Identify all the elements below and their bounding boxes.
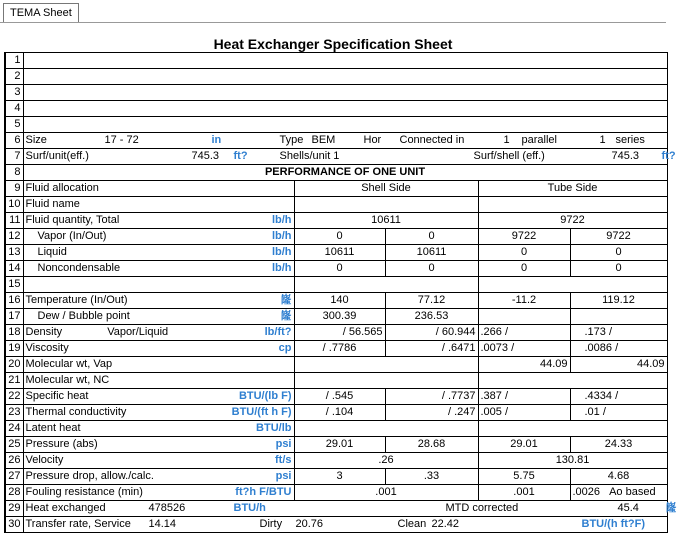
vapor-label: Vapor (In/Out): [37, 230, 107, 242]
latent-heat-label: Latent heat: [25, 422, 81, 434]
noncond-tube-in[interactable]: 0: [478, 261, 570, 277]
liquid-tube-in[interactable]: 0: [478, 245, 570, 261]
table-row: 22 Specific heat BTU/(lb F) / .545 / .7737 .387 / .4334 /: [5, 389, 667, 405]
tab-divider: [0, 22, 666, 23]
type-label: Type: [279, 134, 304, 146]
fluid-qty-label: Fluid quantity, Total: [25, 214, 120, 226]
cp-tube-out[interactable]: .4334 /: [570, 389, 667, 405]
table-row: 26 Velocity ft/s .26 130.81: [5, 453, 667, 469]
viscosity-unit: cp: [278, 342, 292, 354]
p-shell-out[interactable]: 28.68: [385, 437, 478, 453]
mw-vap-label: Molecular wt, Vap: [23, 357, 294, 373]
dp-tube-allow[interactable]: 5.75: [478, 469, 570, 485]
size-label: Size: [25, 134, 47, 146]
liquid-unit: lb/h: [271, 246, 292, 258]
surf-unit-unit: ft?: [233, 150, 248, 162]
liquid-label: Liquid: [37, 246, 67, 258]
temperature-unit: 嶐: [280, 294, 292, 306]
density-unit: lb/ft?: [264, 326, 292, 338]
transfer-rate-value[interactable]: 14.14: [148, 518, 177, 530]
mtd-unit: 嶐: [665, 502, 677, 514]
heat-exchanged-unit: BTU/h: [233, 502, 266, 514]
size-value[interactable]: 17 - 72: [104, 134, 139, 146]
surf-shell-value[interactable]: 745.3: [611, 150, 640, 162]
density-tube-out[interactable]: .173 /: [570, 325, 667, 341]
temp-tube-in[interactable]: -11.2: [478, 293, 570, 309]
temp-tube-out[interactable]: 119.12: [570, 293, 667, 309]
table-row: 17 Dew / Bubble point 嶐 300.39 236.53: [5, 309, 667, 325]
table-row: [5, 149, 667, 165]
fouling-unit: ft?h F/BTU: [235, 486, 292, 498]
row-number: 1: [5, 53, 23, 69]
heat-exchanged-value[interactable]: 478526: [148, 502, 186, 514]
performance-header: PERFORMANCE OF ONE UNIT: [23, 165, 667, 181]
surf-shell-label: Surf/shell (eff.): [473, 150, 545, 162]
mw-vap-tube-in[interactable]: 44.09: [478, 357, 570, 373]
visc-tube-in[interactable]: .0073 /: [478, 341, 570, 357]
table-row: 15: [5, 277, 667, 293]
noncond-label: Noncondensable: [37, 262, 121, 274]
specific-heat-unit: BTU/(lb F): [238, 390, 292, 402]
liquid-tube-out[interactable]: 0: [570, 245, 667, 261]
vapor-shell-out[interactable]: 0: [385, 229, 478, 245]
table-row: 11 Fluid quantity, Total lb/h 10611 9722: [5, 213, 667, 229]
fluid-qty-unit: lb/h: [271, 214, 292, 226]
temperature-label: Temperature (In/Out): [25, 294, 128, 306]
table-row: 13 Liquid lb/h 10611 10611 0 0: [5, 245, 667, 261]
surf-shell-unit: ft?: [661, 150, 676, 162]
dp-tube-calc[interactable]: 4.68: [570, 469, 667, 485]
clean-value[interactable]: 22.42: [431, 518, 460, 530]
visc-tube-out[interactable]: .0086 /: [570, 341, 667, 357]
pressure-label: Pressure (abs): [25, 438, 98, 450]
connected-label: Connected in: [399, 134, 465, 146]
table-row: [5, 53, 667, 69]
page-title: Heat Exchanger Specification Sheet: [213, 36, 453, 52]
spec-table: [4, 52, 677, 533]
cp-shell-out[interactable]: / .7737: [385, 389, 478, 405]
dew-bubble-unit: 嶐: [280, 310, 292, 322]
velocity-tube[interactable]: 130.81: [478, 453, 667, 469]
heat-exchanged-label: Heat exchanged: [25, 502, 106, 514]
dew-bubble-label: Dew / Bubble point: [37, 310, 130, 322]
size-unit: in: [211, 134, 222, 146]
table-row: [5, 165, 667, 181]
transfer-rate-unit: BTU/(h ft?F): [581, 518, 646, 530]
table-row: 23 Thermal conductivity BTU/(ft h F) / .104 / .247 .005 / .01 /: [5, 405, 667, 421]
noncond-unit: lb/h: [271, 262, 292, 274]
table-row: 21 Molecular wt, NC: [5, 373, 667, 389]
table-row: 9 Fluid allocation Shell Side Tube Side: [5, 181, 667, 197]
parallel-label: parallel: [521, 134, 557, 146]
table-row: 10 Fluid name: [5, 197, 667, 213]
table-row: 18 Density Vapor/Liquid lb/ft? / 56.565 / 60.944 .266 / .173 /: [5, 325, 667, 341]
row-number: 6: [5, 133, 23, 149]
fouling-tube-2: .0026: [572, 486, 601, 498]
row-number: 4: [5, 101, 23, 117]
noncond-tube-out[interactable]: 0: [570, 261, 667, 277]
shell-side-header: Shell Side: [294, 181, 478, 197]
table-row: 24 Latent heat BTU/lb: [5, 421, 667, 437]
orientation-value[interactable]: Hor: [363, 134, 382, 146]
pressure-unit: psi: [275, 438, 292, 450]
fluid-allocation-label: Fluid allocation: [23, 181, 294, 197]
cp-tube-in[interactable]: .387 /: [478, 389, 570, 405]
vapor-tube-out[interactable]: 9722: [570, 229, 667, 245]
p-shell-in[interactable]: 29.01: [294, 437, 385, 453]
vapor-shell-in[interactable]: 0: [294, 229, 385, 245]
clean-label: Clean: [397, 518, 427, 530]
velocity-label: Velocity: [25, 454, 64, 466]
row-number: 2: [5, 69, 23, 85]
thermal-cond-label: Thermal conductivity: [25, 406, 127, 418]
visc-shell-out[interactable]: / .6471: [385, 341, 478, 357]
vapor-tube-in[interactable]: 9722: [478, 229, 570, 245]
fluid-qty-shell[interactable]: 10611: [294, 213, 478, 229]
density-sub: Vapor/Liquid: [107, 326, 169, 338]
k-tube-in[interactable]: .005 /: [478, 405, 570, 421]
k-shell-out[interactable]: / .247: [385, 405, 478, 421]
type-value[interactable]: BEM: [311, 134, 336, 146]
table-row: 29 Heat exchanged 478526 BTU/h MTD corrected 45.4 嶐: [5, 501, 667, 517]
specific-heat-label: Specific heat: [25, 390, 89, 402]
surf-unit-label: Surf/unit(eff.): [25, 150, 89, 162]
pressure-drop-label: Pressure drop, allow./calc.: [25, 470, 154, 482]
noncond-shell-out[interactable]: 0: [385, 261, 478, 277]
density-shell-out[interactable]: / 60.944: [385, 325, 478, 341]
fouling-label: Fouling resistance (min): [25, 486, 143, 498]
velocity-unit: ft/s: [275, 454, 292, 466]
series-label: series: [615, 134, 645, 146]
shells-per-unit[interactable]: Shells/unit 1: [279, 150, 340, 162]
series-count[interactable]: 1: [599, 134, 606, 146]
visc-shell-in[interactable]: / .7786: [294, 341, 385, 357]
mtd-value[interactable]: 45.4: [617, 502, 639, 514]
mtd-label: MTD corrected: [445, 502, 519, 514]
fluid-qty-tube[interactable]: 9722: [478, 213, 667, 229]
table-row: [5, 117, 667, 133]
row-number: 3: [5, 85, 23, 101]
cp-shell-in[interactable]: / .545: [294, 389, 385, 405]
viscosity-label: Viscosity: [25, 342, 69, 354]
parallel-count[interactable]: 1: [503, 134, 510, 146]
dp-shell-allow[interactable]: 3: [294, 469, 385, 485]
table-row: 14 Noncondensable lb/h 0 0 0 0: [5, 261, 667, 277]
fouling-tube[interactable]: .001: [478, 485, 570, 501]
fluid-name-shell[interactable]: [294, 197, 478, 213]
tab-tema-sheet[interactable]: TEMA Sheet: [3, 3, 79, 23]
transfer-rate-label: Transfer rate, Service: [25, 518, 131, 530]
temp-shell-in[interactable]: 140: [294, 293, 385, 309]
noncond-shell-in[interactable]: 0: [294, 261, 385, 277]
tube-side-header: Tube Side: [478, 181, 667, 197]
bubble-shell[interactable]: 236.53: [385, 309, 478, 325]
p-tube-out[interactable]: 24.33: [570, 437, 667, 453]
p-tube-in[interactable]: 29.01: [478, 437, 570, 453]
row-number: 5: [5, 117, 23, 133]
fluid-name-label: Fluid name: [23, 197, 294, 213]
table-row: [5, 85, 667, 101]
row-number: 7: [5, 149, 23, 165]
thermal-cond-unit: BTU/(ft h F): [231, 406, 292, 418]
vapor-unit: lb/h: [271, 230, 292, 242]
dirty-value[interactable]: 20.76: [295, 518, 324, 530]
latent-heat-unit: BTU/lb: [256, 422, 292, 434]
pressure-drop-unit: psi: [275, 470, 292, 482]
mw-vap-tube-out[interactable]: 44.09: [570, 357, 667, 373]
table-row: 27 Pressure drop, allow./calc. psi 3 .33 5.75 4.68: [5, 469, 667, 485]
table-row: 19 Viscosity cp / .7786 / .6471 .0073 / .0086 /: [5, 341, 667, 357]
dirty-label: Dirty: [259, 518, 283, 530]
dew-shell[interactable]: 300.39: [294, 309, 385, 325]
ao-based-label: Ao based: [609, 486, 656, 498]
liquid-shell-out[interactable]: 10611: [385, 245, 478, 261]
liquid-shell-in[interactable]: 10611: [294, 245, 385, 261]
table-row: [5, 133, 667, 149]
density-label: Density: [25, 326, 63, 338]
sheet-tab-bar: [0, 0, 666, 24]
surf-unit-value[interactable]: 745.3: [191, 150, 220, 162]
table-row: 25 Pressure (abs) psi 29.01 28.68 29.01 24.33: [5, 437, 667, 453]
table-row: 28 Fouling resistance (min) ft?h F/BTU .001 .001 .0026 Ao based: [5, 485, 667, 501]
table-row: 12 Vapor (In/Out) lb/h 0 0 9722 9722: [5, 229, 667, 245]
fouling-shell[interactable]: .001: [294, 485, 478, 501]
fluid-name-tube[interactable]: [478, 197, 667, 213]
table-row: 16 Temperature (In/Out) 嶐 140 77.12 -11.2 119.12: [5, 293, 667, 309]
density-shell-in[interactable]: / 56.565: [294, 325, 385, 341]
dp-shell-calc[interactable]: .33: [385, 469, 478, 485]
table-row: 20 Molecular wt, Vap 44.09 44.09: [5, 357, 667, 373]
k-shell-in[interactable]: / .104: [294, 405, 385, 421]
table-row: 30 Transfer rate, Service 14.14 Dirty 20.76 Clean 22.42 BTU/(h ft?F): [5, 517, 667, 533]
table-row: [5, 101, 667, 117]
k-tube-out[interactable]: .01 /: [570, 405, 667, 421]
table-row: [5, 69, 667, 85]
row-number: 8: [5, 165, 23, 181]
mw-nc-label: Molecular wt, NC: [23, 373, 294, 389]
velocity-shell[interactable]: .26: [294, 453, 478, 469]
temp-shell-out[interactable]: 77.12: [385, 293, 478, 309]
density-tube-in[interactable]: .266 /: [478, 325, 570, 341]
